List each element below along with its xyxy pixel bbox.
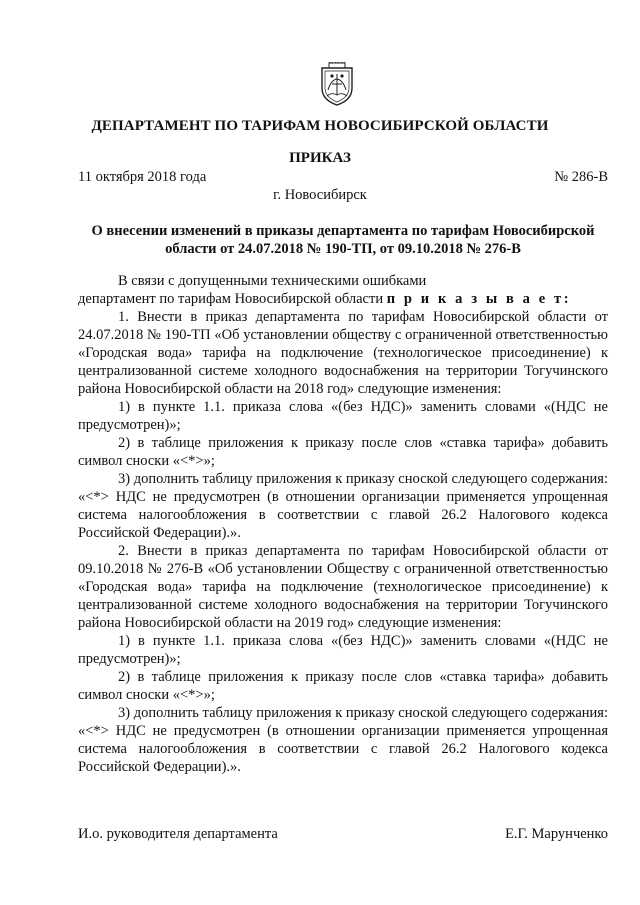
document-subject: О внесении изменений в приказы департамента по тарифам Новосибирской области от 24.07.2018 № 190-ТП, от 09.10.2018 № 276-В bbox=[91, 223, 595, 257]
document-date: 11 октября 2018 года bbox=[78, 169, 207, 185]
paragraph-item-1-2: 2) в таблице приложения к приказу после слов «ставка тарифа» добавить символ сноски «<*>»; bbox=[78, 435, 608, 469]
document-body bbox=[78, 272, 608, 776]
paragraph-item-1-1: 1) в пункте 1.1. приказа слова «(без НДС)» заменить словами «(НДС не предусмотрен)»; bbox=[78, 399, 608, 433]
intro-line-2 bbox=[78, 290, 608, 308]
novosibirsk-coat-of-arms-icon bbox=[318, 62, 356, 107]
paragraph-item-2-3: 3) дополнить таблицу приложения к приказу сноской следующего содержания: «<*> НДС не предусмотрен (в отношении организации применяется упрощенная система налогообложения в соответствии с главой 26.2 Налогового кодекса Российской Федерации).». bbox=[78, 705, 608, 775]
signatory-position: И.о. руководителя департамента bbox=[78, 826, 278, 842]
department-title: ДЕПАРТАМЕНТ ПО ТАРИФАМ НОВОСИБИРСКОЙ ОБЛАСТИ bbox=[91, 118, 549, 134]
paragraph-item-2-2: 2) в таблице приложения к приказу после слов «ставка тарифа» добавить символ сноски «<*>»; bbox=[78, 669, 608, 703]
intro-line-1: В связи с допущенными техническими ошибками bbox=[118, 273, 427, 289]
orders-word: п р и к а з ы в а е т: bbox=[386, 291, 572, 307]
paragraph-item-1-3: 3) дополнить таблицу приложения к приказу сноской следующего содержания: «<*> НДС не предусмотрен (в отношении организации применяется упрощенная система налогообложения в соответствии с главой 26.2 Налогового кодекса Российской Федерации).». bbox=[78, 471, 608, 541]
paragraph-item-2-1: 1) в пункте 1.1. приказа слова «(без НДС)» заменить словами «(НДС не предусмотрен)»; bbox=[78, 633, 608, 667]
document-type: ПРИКАЗ bbox=[289, 150, 351, 166]
paragraph-item-2: 2. Внести в приказ департамента по тарифам Новосибирской области от 09.10.2018 № 276-В «Об установлении Обществу с ограниченной ответственностью «Городская вода» тарифа на подключение (технологическое присоединение) к централизованной системе холодного водоснабжения на территории Тогучинского района Новосибирской области на 2019 год» следующие изменения: bbox=[78, 543, 608, 631]
paragraph-item-1: 1. Внести в приказ департамента по тарифам Новосибирской области от 24.07.2018 № 190-ТП «Об установлении обществу с ограниченной ответственностью «Городская вода» тарифа на подключение (технологическое присоединение) к централизованной системе холодного водоснабжения на территории Тогучинского района Новосибирской области на 2018 год» следующие изменения: bbox=[78, 309, 608, 397]
document-number: № 286-В bbox=[554, 169, 608, 185]
signatory-name: Е.Г. Марунченко bbox=[505, 826, 608, 842]
intro-department: департамент по тарифам Новосибирской области bbox=[78, 291, 387, 307]
document-city: г. Новосибирск bbox=[273, 187, 367, 203]
